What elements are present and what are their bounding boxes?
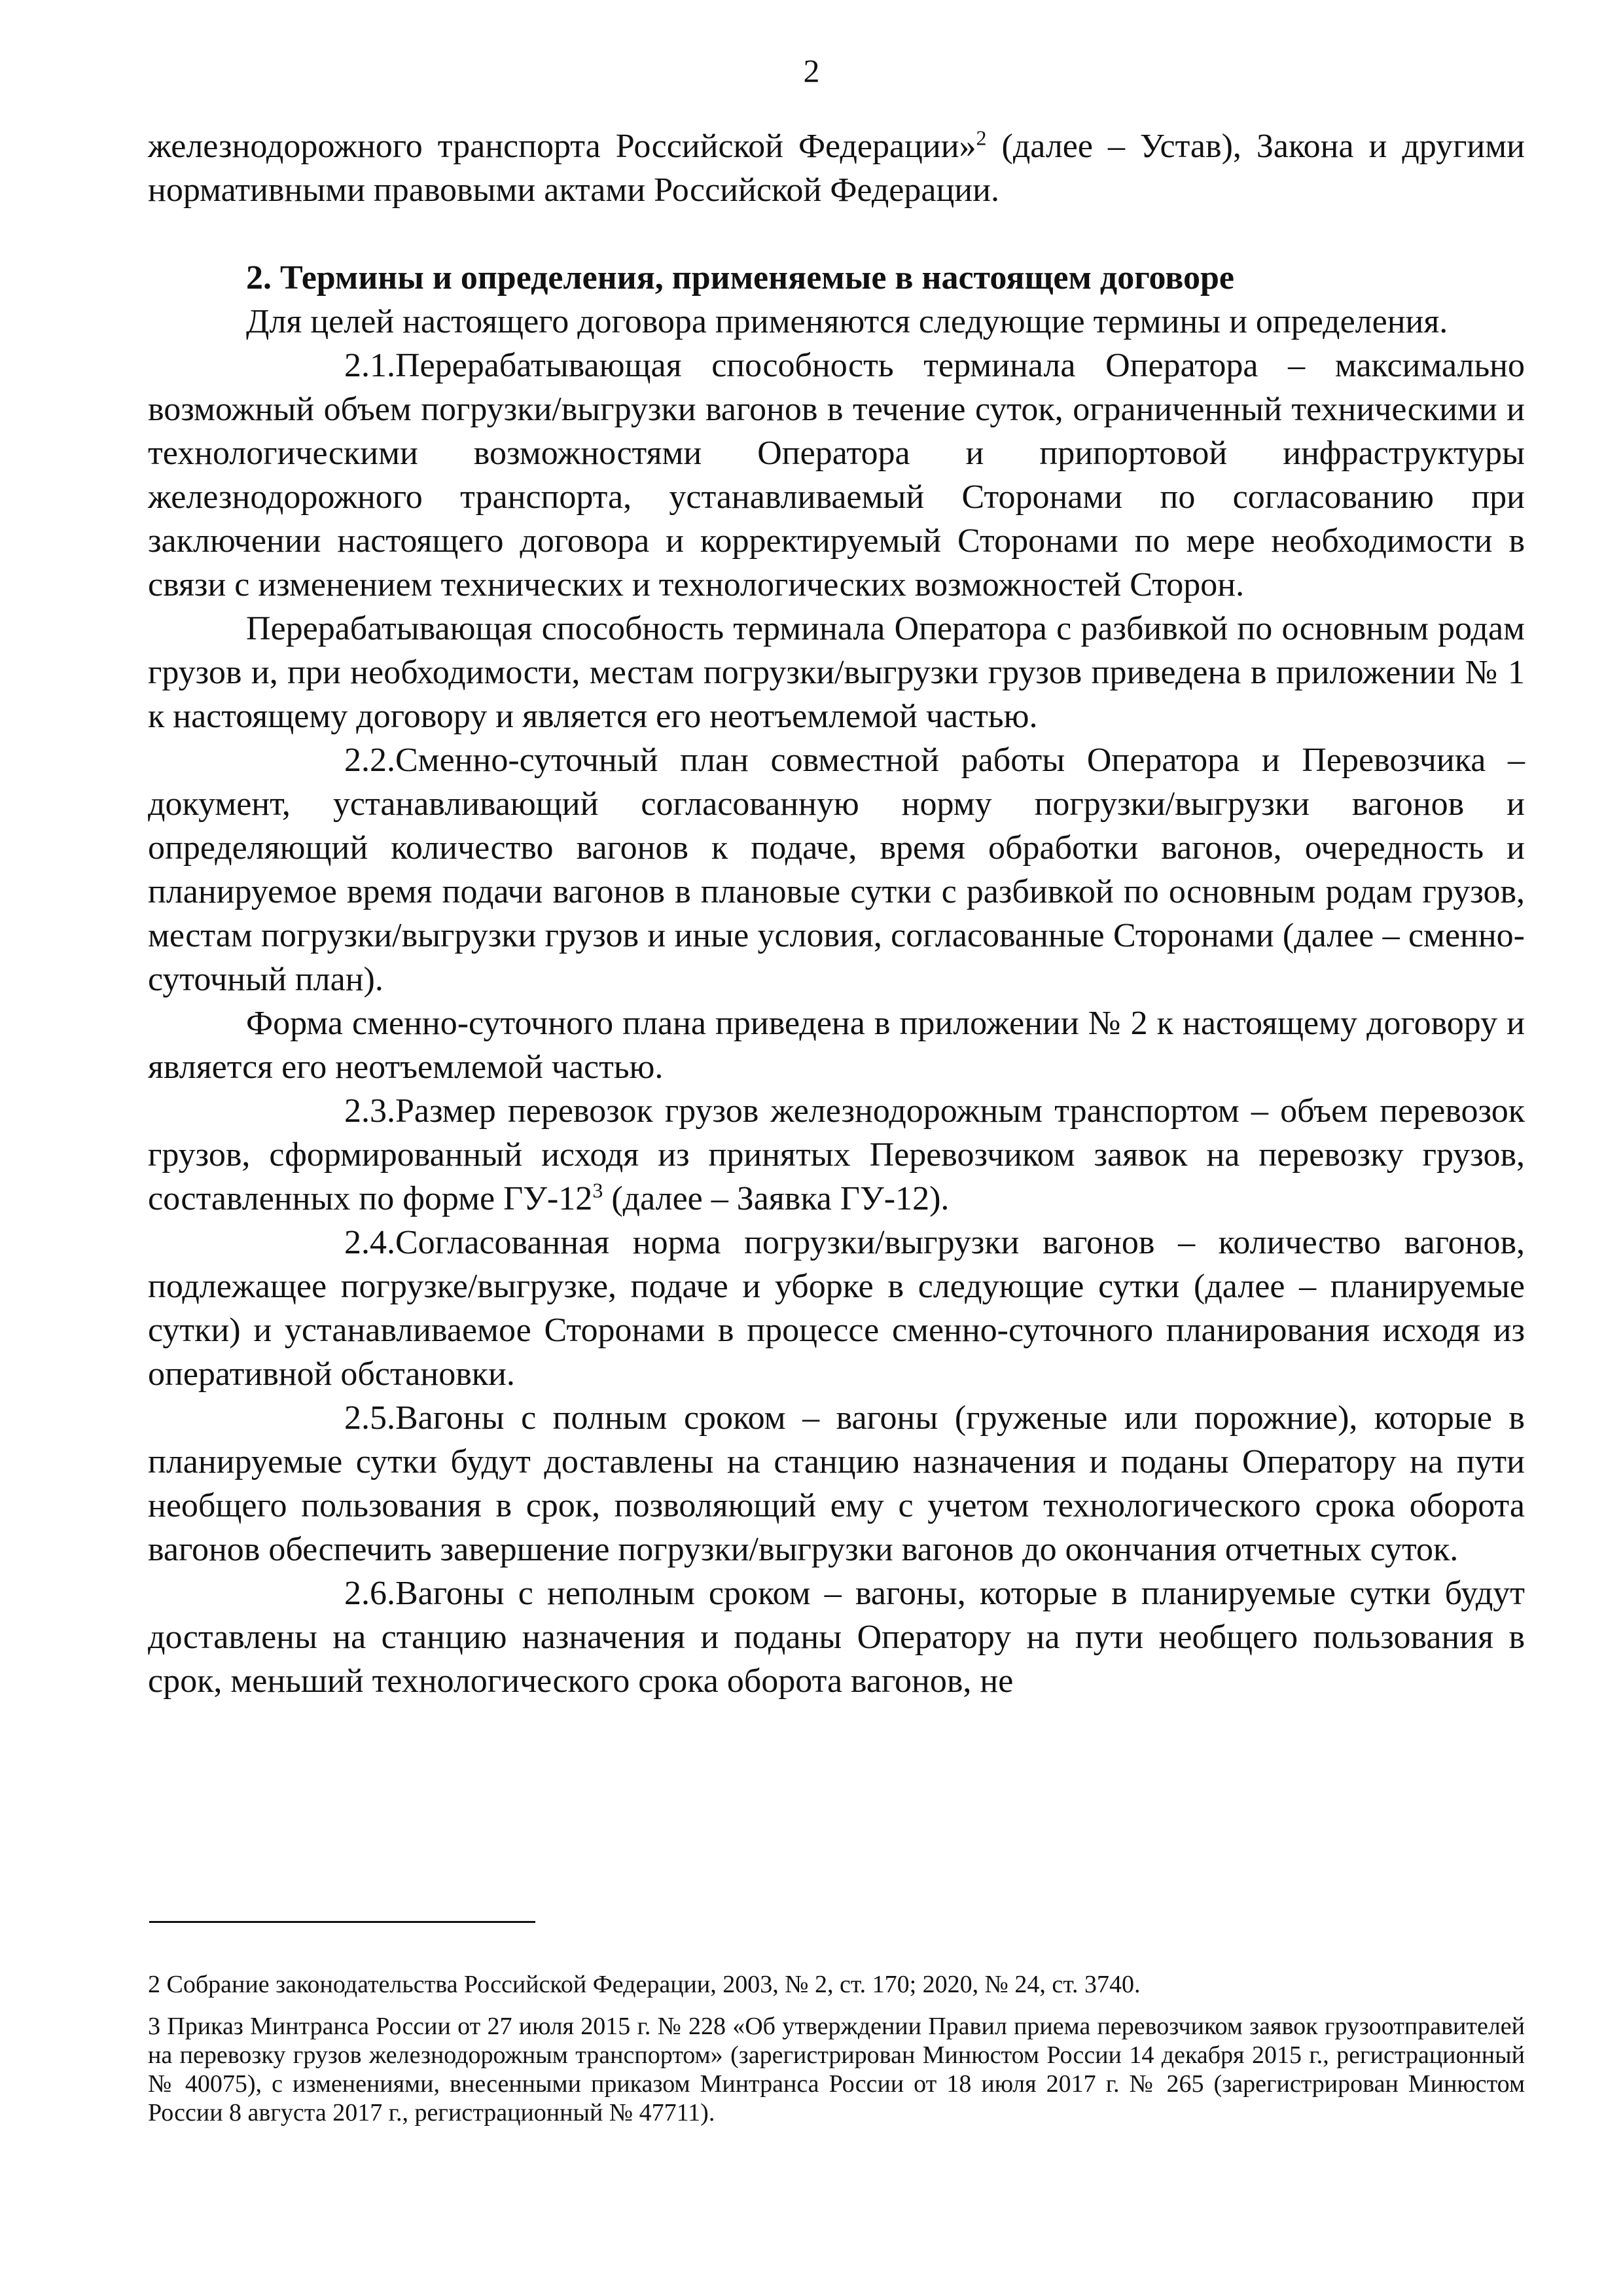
footnote-3: 3 Приказ Минтранса России от 27 июля 2015 г. № 228 «Об утверждении Правил приема перевозчиком заявок грузоотправителей на перевозку грузов железнодорожным транспортом» (зарегистрирован Минюстом России 14 декабря 2015 г., регистрационный № 40075), с изменениями, внесенными приказом Минтранса России от 18 июля 2017 г. № 265 (зарегистрирован Минюстом России 8 августа 2017 г., регистрационный № 47711). (148, 2013, 1525, 2126)
term-2-3 (148, 1089, 1525, 1221)
continuation-paragraph (148, 124, 1525, 212)
term-text: Вагоны с полным сроком – вагоны (груженые или порожние), которые в планируемые сутки будут доставлены на станцию назначения и поданы Оператору на пути необщего пользования в срок, позволяющий ему с учетом технологического срока оборота вагонов обеспечить завершение погрузки/выгрузки вагонов до окончания отчетных суток. (148, 1399, 1525, 1568)
document-body (148, 124, 1525, 1703)
section-intro: Для целей настоящего договора применяются следующие термины и определения. (246, 303, 1448, 340)
term-2-5 (148, 1396, 1525, 1571)
section-heading: 2. Термины и определения, применяемые в настоящем договоре (246, 259, 1234, 296)
term-text-tail: (далее – Заявка ГУ-12). (603, 1180, 950, 1217)
term-2-6 (148, 1571, 1525, 1703)
term-2-1-extra: Перерабатывающая способность терминала Оператора с разбивкой по основным родам грузов и, при необходимости, местам погрузки/выгрузки грузов приведена в приложении № 1 к настоящему договору и является его неотъемлемой частью. (148, 610, 1525, 735)
term-number: 2.5. (344, 1399, 395, 1437)
term-number: 2.6. (344, 1575, 395, 1612)
term-2-1 (148, 344, 1525, 607)
term-number: 2.1. (344, 347, 395, 384)
term-number: 2.3. (344, 1092, 395, 1130)
term-2-2-extra: Форма сменно-суточного плана приведена в приложении № 2 к настоящему договору и является его неотъемлемой частью. (148, 1005, 1525, 1086)
term-text: Перерабатывающая способность терминала Оператора – максимально возможный объем погрузки/выгрузки вагонов в течение суток, ограниченный техническими и технологическими возможностями Оператора и припортовой инфраструктуры железнодорожного транспорта, устанавливаемый Сторонами по согласованию при заключении настоящего договора и корректируемый Сторонами по мере необходимости в связи с изменением технических и технологических возможностей Сторон. (148, 347, 1525, 603)
footnote-2: 2 Собрание законодательства Российской Федерации, 2003, № 2, ст. 170; 2020, № 24, ст. 3740. (148, 1971, 1141, 1998)
term-text: Вагоны с неполным сроком – вагоны, которые в планируемые сутки будут доставлены на станцию назначения и поданы Оператору на пути необщего пользования в срок, меньший технологического срока оборота вагонов, не (148, 1575, 1525, 1700)
term-number: 2.2. (344, 742, 395, 779)
term-number: 2.4. (344, 1224, 395, 1261)
term-2-2 (148, 738, 1525, 1001)
footnotes (148, 1970, 1525, 2140)
term-text: Сменно-суточный план совместной работы Оператора и Перевозчика – документ, устанавливающий согласованную норму погрузки/выгрузки вагонов и определяющий количество вагонов к подаче, время обработки вагонов, очередность и планируемое время подачи вагонов в плановые сутки с разбивкой по основным родам грузов, местам погрузки/выгрузки грузов и иные условия, согласованные Сторонами (далее – сменно-суточный план). (148, 742, 1525, 998)
term-text: Размер перевозок грузов железнодорожным транспортом – объем перевозок грузов, сформированный исходя из принятых Перевозчиком заявок на перевозку грузов, составленных по форме ГУ-12 (148, 1092, 1525, 1217)
continuation-text: железнодорожного транспорта Российской Федерации» (148, 128, 976, 165)
footnote-separator (149, 1921, 535, 1923)
continuation-text-tail: (далее – Устав), Закона и другими нормативными правовыми актами Российской Федерации. (148, 128, 1525, 209)
term-2-4 (148, 1221, 1525, 1396)
footnote-ref-3[interactable]: 3 (592, 1178, 603, 1202)
footnote-ref-2[interactable]: 2 (976, 126, 987, 150)
term-text: Согласованная норма погрузки/выгрузки вагонов – количество вагонов, подлежащее погрузке/выгрузке, подаче и уборке в следующие сутки (далее – планируемые сутки) и устанавливаемое Сторонами в процессе сменно-суточного планирования исходя из оперативной обстановки. (148, 1224, 1525, 1393)
page-number: 2 (803, 52, 820, 89)
